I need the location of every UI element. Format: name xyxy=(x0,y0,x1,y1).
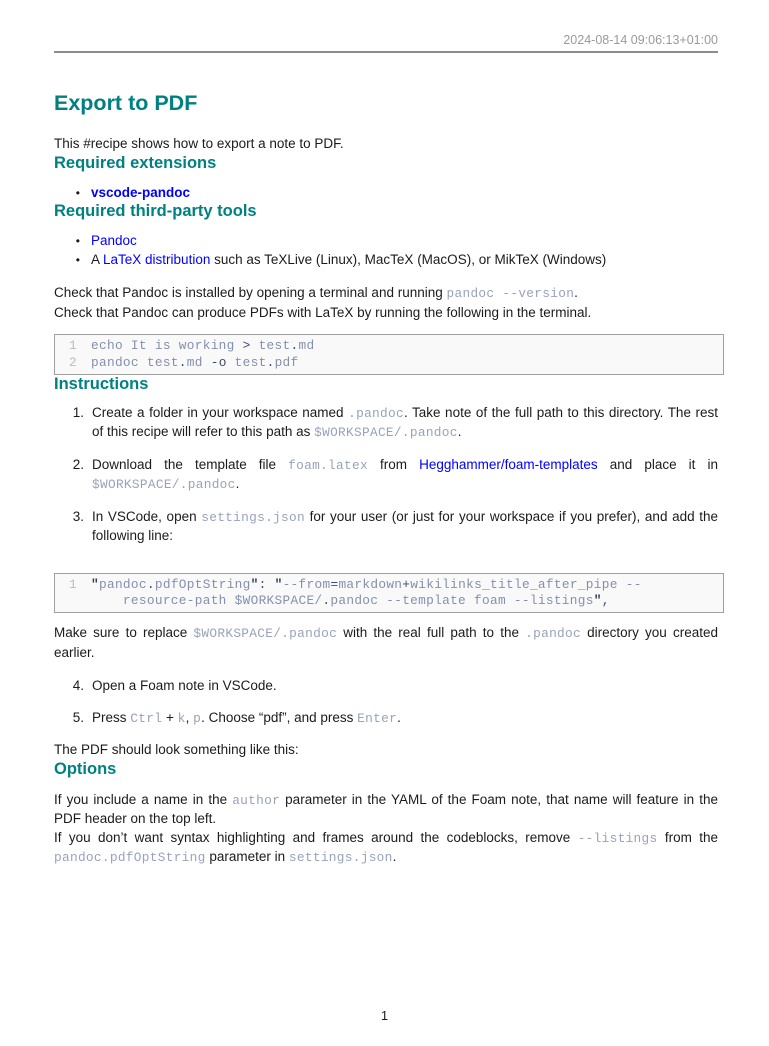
list-item-text xyxy=(92,456,718,495)
text-run: , xyxy=(185,709,194,725)
code-token: . xyxy=(146,576,155,592)
text-run: This #recipe shows how to export a note to PDF. xyxy=(54,136,344,151)
page-header xyxy=(54,0,724,53)
code-token: wikilinks_title_after_pipe -- xyxy=(410,576,642,592)
code-token: . xyxy=(178,354,187,370)
text-run: . Take note of the full path to this directory. The rest of this recipe will refer to this path as xyxy=(92,404,718,440)
code-token: = xyxy=(330,576,339,592)
line-number: 1 xyxy=(69,338,77,353)
inline-code: $WORKSPACE/.pandoc xyxy=(314,425,458,441)
text-run: Open a Foam note in VSCode. xyxy=(92,678,277,694)
text-run: directory you created earlier. xyxy=(54,625,718,660)
text-run: The PDF should look something like this: xyxy=(54,742,299,758)
text-run: . xyxy=(235,476,240,492)
list-item-text xyxy=(91,232,718,251)
instruction-item-1 xyxy=(54,404,724,443)
code-token: pdf xyxy=(274,354,299,370)
text-run: parameter in the YAML of the Foam note, that name will feature in the PDF header on the top left. xyxy=(54,791,718,827)
text-run: . xyxy=(397,709,401,725)
code-token: > xyxy=(242,338,251,353)
section-heading-required-tools: Required third-party tools xyxy=(54,202,257,220)
text-run: for your user (or just for your workspace if you prefer), and add the following line: xyxy=(92,508,719,544)
header-timestamp: 2024-08-14 09:06:13+01:00 xyxy=(563,33,718,47)
text-run: A xyxy=(91,251,104,267)
check-pandoc-paragraph xyxy=(54,284,724,322)
code-token: : xyxy=(258,576,267,592)
list-number: 3. xyxy=(72,508,84,524)
code-token: resource-path $WORKSPACE/ xyxy=(91,593,323,609)
text-run: and place it in xyxy=(597,456,718,472)
text-run: from xyxy=(367,456,420,472)
link[interactable]: Hegghammer/foam-templates xyxy=(419,456,598,472)
instruction-item-2 xyxy=(54,456,724,495)
code-token: -o xyxy=(210,354,227,370)
line-number: 2 xyxy=(69,354,77,370)
code-token: . xyxy=(290,338,299,353)
bullet-icon: • xyxy=(75,185,80,200)
inline-code: .pandoc xyxy=(525,626,581,642)
section-heading-instructions: Instructions xyxy=(54,374,149,393)
code-line xyxy=(55,338,723,355)
list-number: 2. xyxy=(72,456,84,472)
code-text xyxy=(91,355,299,372)
code-token: --from xyxy=(282,576,331,592)
code-token: pandoc xyxy=(98,576,147,592)
text-run: + xyxy=(162,709,178,725)
intro-paragraph xyxy=(54,135,724,154)
section-heading-required-extensions: Required extensions xyxy=(54,153,217,172)
line-number: 1 xyxy=(69,576,77,592)
list-item-text xyxy=(91,251,718,270)
text-run: . xyxy=(457,424,462,440)
text-run: Check that Pandoc is installed by opening a terminal and running xyxy=(54,285,447,300)
code-line xyxy=(55,593,723,610)
code-token: , xyxy=(601,593,610,609)
text-run: Create a folder in your workspace named xyxy=(92,404,349,420)
text-run: with the real full path to the xyxy=(337,625,526,641)
list-number: 5. xyxy=(72,709,84,725)
inline-code: author xyxy=(232,792,281,808)
code-token: md xyxy=(298,338,315,353)
list-item xyxy=(54,232,724,251)
instruction-item-3 xyxy=(54,508,724,546)
inline-code: foam.latex xyxy=(288,457,368,473)
text-run: from the xyxy=(657,829,718,845)
inline-code: Enter xyxy=(357,710,398,726)
inline-code: k xyxy=(177,710,186,726)
list-item xyxy=(54,251,724,270)
code-token: markdown xyxy=(338,576,403,592)
inline-code: pandoc --version xyxy=(446,286,575,301)
list-item xyxy=(54,184,724,203)
header-rule xyxy=(54,51,718,53)
code-token: . xyxy=(322,593,331,609)
list-number: 1. xyxy=(72,404,84,420)
code-token: pandoc test xyxy=(91,354,179,370)
list-item-text xyxy=(92,404,718,443)
code-line xyxy=(55,577,723,594)
list-item-text xyxy=(92,508,718,546)
code-text xyxy=(91,338,314,355)
code-token: + xyxy=(402,576,411,592)
list-item-text xyxy=(92,709,718,729)
code-text xyxy=(91,577,642,594)
list-number: 4. xyxy=(72,678,84,694)
footer-page-number: 1 xyxy=(380,1008,389,1023)
inline-code: $WORKSPACE/.pandoc xyxy=(193,626,338,642)
inline-code: p xyxy=(193,710,202,726)
bullet-icon: • xyxy=(75,252,80,267)
code-token: echo It is working xyxy=(91,338,243,353)
section-heading-options: Options xyxy=(54,759,117,778)
text-run: Press xyxy=(92,709,131,725)
inline-code: --listings xyxy=(577,830,658,846)
text-run: In VSCode, open xyxy=(92,508,202,524)
line-number xyxy=(55,593,77,610)
inline-code: $WORKSPACE xyxy=(92,477,172,493)
inline-code: settings.json xyxy=(288,850,393,866)
text-run: parameter in xyxy=(205,849,289,865)
text-run: Download the template file xyxy=(92,456,289,472)
code-token: . xyxy=(266,354,275,370)
text-run: . Choose “pdf”, and press xyxy=(201,709,358,725)
link[interactable]: LaTeX distribution xyxy=(103,251,211,267)
inline-code: /.pandoc xyxy=(171,477,236,493)
bullet-icon: • xyxy=(75,234,80,248)
required-extensions-list xyxy=(54,184,724,203)
inline-code: Ctrl xyxy=(130,710,163,726)
pdf-preview-paragraph xyxy=(54,741,724,760)
options-paragraph xyxy=(54,791,724,868)
code-token xyxy=(267,577,275,592)
inline-code: .pandoc xyxy=(348,405,404,421)
text-run: Check that Pandoc can produce PDFs with LaTeX by running the following in the terminal. xyxy=(54,304,592,320)
code-token: test xyxy=(226,354,267,370)
code-block-settings xyxy=(54,573,724,614)
code-text xyxy=(91,593,610,610)
code-token: " xyxy=(250,576,259,592)
required-tools-list xyxy=(54,232,724,269)
inline-code: pandoc.pdfOptString xyxy=(54,850,206,866)
code-token: pandoc --template foam --listings xyxy=(330,593,594,609)
code-token: " xyxy=(593,593,602,609)
link[interactable]: Pandoc xyxy=(91,233,137,248)
text-run: . xyxy=(574,285,578,300)
code-block-terminal xyxy=(54,334,724,375)
instruction-item-5 xyxy=(54,709,724,729)
link[interactable]: vscode-pandoc xyxy=(91,184,191,200)
code-token: test xyxy=(250,338,291,353)
code-token: " xyxy=(91,576,99,592)
code-token: pdfOptString xyxy=(154,576,251,592)
text-run: If you don’t want syntax highlighting and frames around the codeblocks, remove xyxy=(54,829,578,845)
document-title: Export to PDF xyxy=(54,91,198,115)
text-run: If you include a name in the xyxy=(54,791,233,807)
list-item-text xyxy=(91,184,718,203)
inline-code: settings.json xyxy=(201,509,305,525)
code-line xyxy=(55,355,723,372)
code-token: " xyxy=(274,576,283,592)
instruction-item-4 xyxy=(54,677,724,696)
text-run: Make sure to replace xyxy=(54,625,194,641)
code-token: md xyxy=(186,354,211,370)
text-run: . xyxy=(392,849,397,865)
text-run: such as TeXLive (Linux), MacTeX (MacOS), or MikTeX (Windows) xyxy=(210,251,607,267)
make-sure-paragraph xyxy=(54,624,724,662)
list-item-text xyxy=(92,677,718,696)
